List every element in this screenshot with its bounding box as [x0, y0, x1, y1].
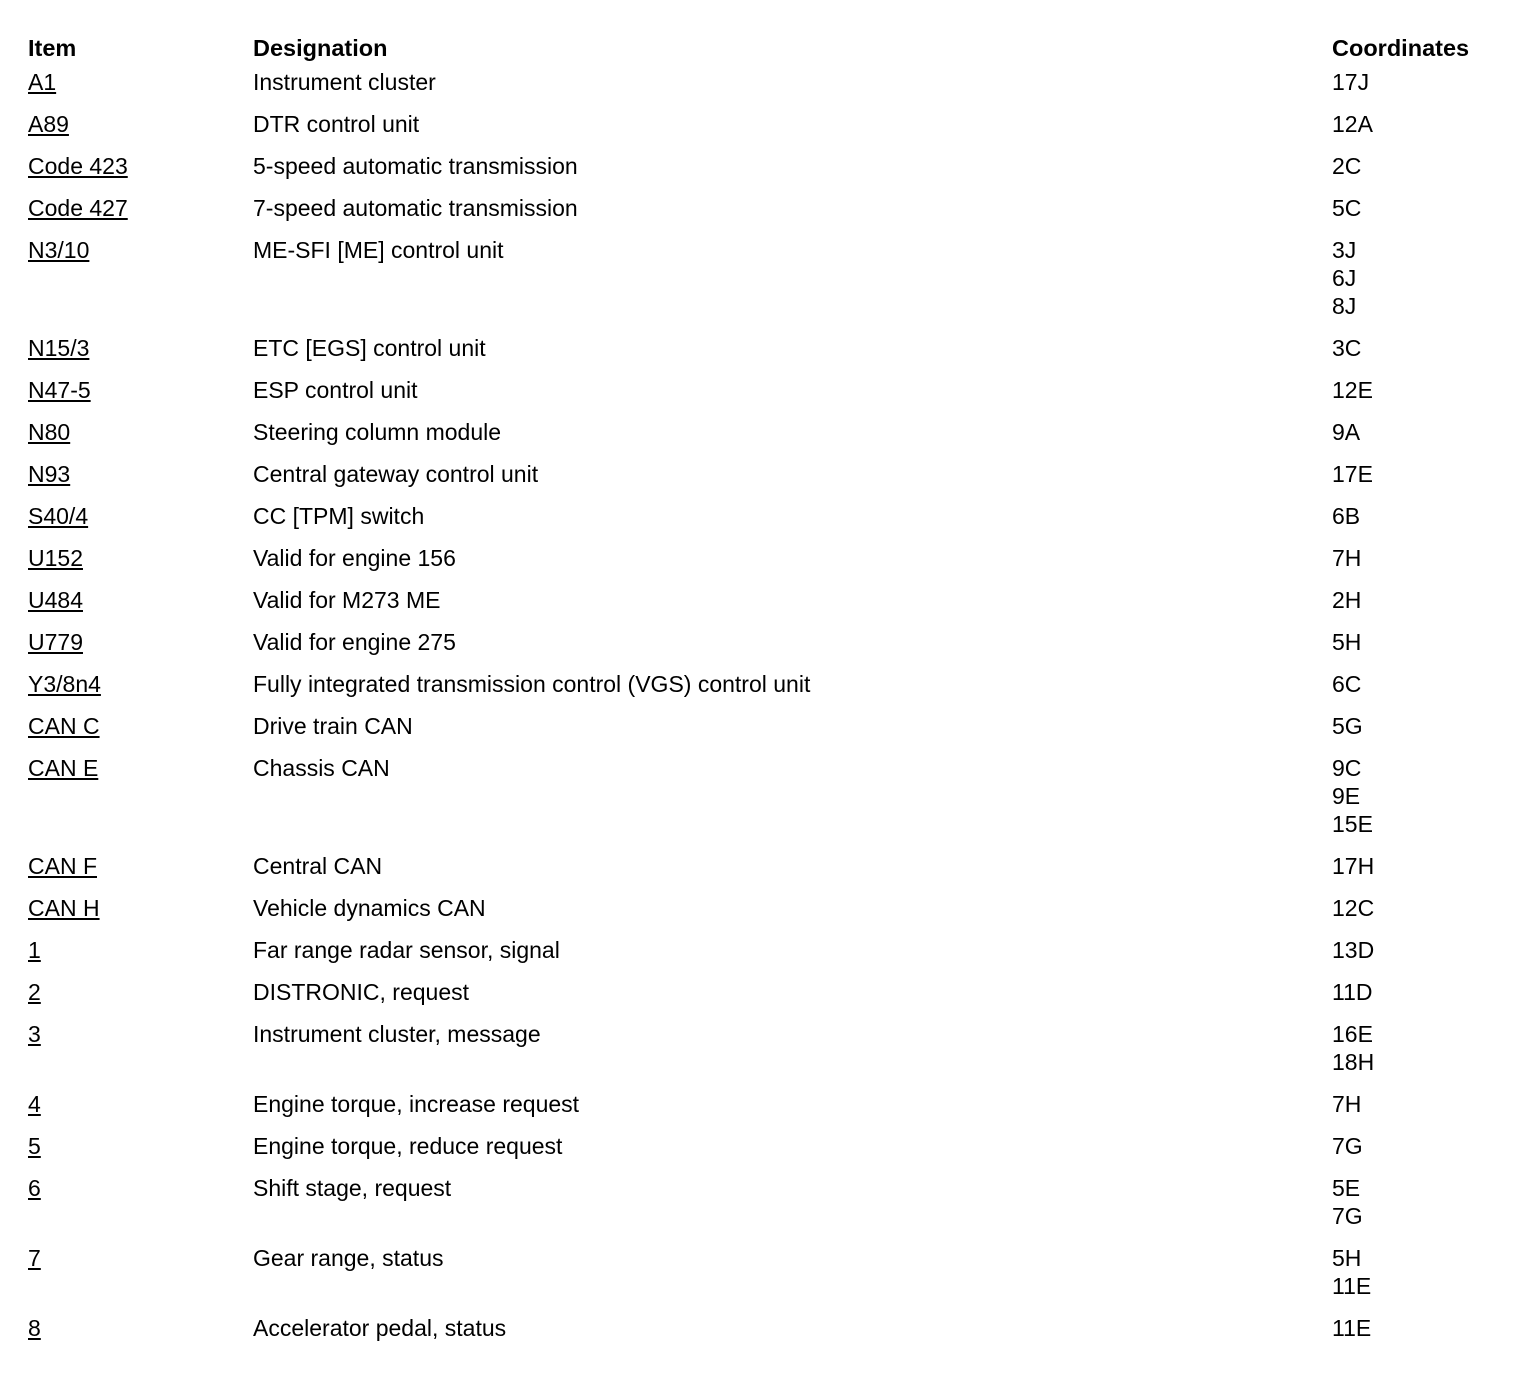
- coordinate-value: 11E: [1332, 1273, 1372, 1299]
- table-row: [28, 936, 1508, 978]
- designation-cell: ESP control unit: [253, 377, 418, 403]
- item-link[interactable]: U484: [28, 587, 83, 613]
- item-cell: [28, 936, 253, 978]
- item-cell: [28, 586, 253, 628]
- coordinate-value: 16E: [1332, 1021, 1373, 1047]
- coordinate-value: 9A: [1332, 419, 1361, 445]
- table-row: [28, 1314, 1508, 1356]
- item-link[interactable]: 2: [28, 979, 41, 1005]
- item-link[interactable]: Y3/8n4: [28, 671, 101, 697]
- item-link[interactable]: CAN H: [28, 895, 100, 921]
- item-cell: [28, 460, 253, 502]
- header-coordinates: Coordinates: [1332, 35, 1470, 61]
- item-cell: [28, 418, 253, 460]
- item-cell: [28, 334, 253, 376]
- item-cell: [28, 1020, 253, 1090]
- designation-cell: DTR control unit: [253, 111, 420, 137]
- item-cell: [28, 152, 253, 194]
- table-row: [28, 670, 1508, 712]
- header-designation: Designation: [253, 35, 388, 61]
- coordinate-value: 17E: [1332, 461, 1373, 487]
- coordinates-cell: [1332, 376, 1508, 418]
- designation-cell: Gear range, status: [253, 1245, 444, 1271]
- item-cell: [28, 894, 253, 936]
- item-link[interactable]: N47-5: [28, 377, 91, 403]
- coordinate-value: 5E: [1332, 1175, 1361, 1201]
- item-link[interactable]: U152: [28, 545, 83, 571]
- coordinate-value: 11E: [1332, 1315, 1372, 1341]
- coordinate-value: 17H: [1332, 853, 1375, 879]
- item-cell: [28, 754, 253, 852]
- designation-cell: Chassis CAN: [253, 755, 390, 781]
- table-row: [28, 194, 1508, 236]
- coordinates-cell: [1332, 670, 1508, 712]
- designation-cell: Fully integrated transmission control (VGS) control unit: [253, 671, 811, 697]
- item-cell: [28, 1174, 253, 1244]
- coordinates-cell: [1332, 236, 1508, 334]
- coordinate-value: 8J: [1332, 293, 1357, 319]
- designation-cell: Vehicle dynamics CAN: [253, 895, 486, 921]
- header-item: Item: [28, 35, 77, 61]
- coordinate-value: 7G: [1332, 1133, 1363, 1159]
- coordinates-cell: [1332, 936, 1508, 978]
- item-link[interactable]: 8: [28, 1315, 41, 1341]
- item-cell: [28, 628, 253, 670]
- table-row: [28, 1174, 1508, 1244]
- legend-rows: [28, 68, 1508, 1356]
- coordinate-value: 18H: [1332, 1049, 1375, 1075]
- designation-cell: Engine torque, reduce request: [253, 1133, 563, 1159]
- table-row: [28, 544, 1508, 586]
- table-row: [28, 852, 1508, 894]
- coordinates-cell: [1332, 712, 1508, 754]
- coordinates-cell: [1332, 1090, 1508, 1132]
- coordinate-value: 2H: [1332, 587, 1362, 613]
- designation-cell: Instrument cluster, message: [253, 1021, 541, 1047]
- coordinate-value: 11D: [1332, 979, 1373, 1005]
- item-link[interactable]: 6: [28, 1175, 41, 1201]
- table-row: [28, 334, 1508, 376]
- coordinate-value: 6J: [1332, 265, 1357, 291]
- coordinates-cell: [1332, 460, 1508, 502]
- item-cell: [28, 1244, 253, 1314]
- coordinate-value: 6C: [1332, 671, 1362, 697]
- item-link[interactable]: 3: [28, 1021, 41, 1047]
- item-cell: [28, 712, 253, 754]
- table-row: [28, 754, 1508, 852]
- item-link[interactable]: 7: [28, 1245, 41, 1271]
- coordinates-cell: [1332, 586, 1508, 628]
- item-link[interactable]: CAN F: [28, 853, 97, 879]
- legend-table: [28, 28, 1508, 1356]
- coordinate-value: 13D: [1332, 937, 1375, 963]
- item-link[interactable]: 4: [28, 1091, 41, 1117]
- designation-cell: Steering column module: [253, 419, 502, 445]
- item-link[interactable]: U779: [28, 629, 83, 655]
- designation-cell: Valid for engine 156: [253, 545, 456, 571]
- coordinate-value: 5C: [1332, 195, 1362, 221]
- item-link[interactable]: Code 427: [28, 195, 128, 221]
- item-cell: [28, 852, 253, 894]
- item-link[interactable]: N93: [28, 461, 71, 487]
- item-cell: [28, 236, 253, 334]
- coordinate-value: 12E: [1332, 377, 1373, 403]
- designation-cell: Central gateway control unit: [253, 461, 539, 487]
- table-row: [28, 1020, 1508, 1090]
- designation-cell: 5-speed automatic transmission: [253, 153, 578, 179]
- coordinate-value: 5G: [1332, 713, 1363, 739]
- coordinates-cell: [1332, 1020, 1508, 1090]
- coordinate-value: 7H: [1332, 545, 1362, 571]
- table-row: [28, 418, 1508, 460]
- coordinate-value: 2C: [1332, 153, 1362, 179]
- item-cell: [28, 544, 253, 586]
- coordinate-value: 12A: [1332, 111, 1373, 137]
- item-link[interactable]: 1: [28, 937, 41, 963]
- item-cell: [28, 1314, 253, 1356]
- table-row: [28, 712, 1508, 754]
- coordinate-value: 17J: [1332, 69, 1370, 95]
- coordinates-cell: [1332, 978, 1508, 1020]
- item-cell: [28, 376, 253, 418]
- designation-cell: Shift stage, request: [253, 1175, 452, 1201]
- coordinates-cell: [1332, 852, 1508, 894]
- coordinates-cell: [1332, 152, 1508, 194]
- table-row: [28, 894, 1508, 936]
- coordinate-value: 3J: [1332, 237, 1357, 263]
- item-cell: [28, 194, 253, 236]
- item-cell: [28, 502, 253, 544]
- item-link[interactable]: CAN E: [28, 755, 99, 781]
- coordinate-value: 7H: [1332, 1091, 1362, 1117]
- designation-cell: Central CAN: [253, 853, 383, 879]
- designation-cell: CC [TPM] switch: [253, 503, 425, 529]
- designation-cell: Drive train CAN: [253, 713, 413, 739]
- coordinate-value: 6B: [1332, 503, 1361, 529]
- coordinates-cell: [1332, 628, 1508, 670]
- coordinates-cell: [1332, 754, 1508, 852]
- table-row: [28, 152, 1508, 194]
- item-cell: [28, 68, 253, 110]
- table-row: [28, 978, 1508, 1020]
- item-cell: [28, 110, 253, 152]
- coordinate-value: 9E: [1332, 783, 1361, 809]
- coordinate-value: 7G: [1332, 1203, 1363, 1229]
- table-row: [28, 460, 1508, 502]
- item-link[interactable]: 5: [28, 1133, 41, 1159]
- coordinates-cell: [1332, 502, 1508, 544]
- item-link[interactable]: A89: [28, 111, 69, 137]
- designation-cell: Accelerator pedal, status: [253, 1315, 507, 1341]
- coordinates-cell: [1332, 544, 1508, 586]
- coordinates-cell: [1332, 1244, 1508, 1314]
- item-cell: [28, 670, 253, 712]
- table-row: [28, 376, 1508, 418]
- legend-page: [28, 28, 1508, 1356]
- table-row: [28, 110, 1508, 152]
- header-row: [28, 28, 1508, 68]
- designation-cell: DISTRONIC, request: [253, 979, 469, 1005]
- coordinates-cell: [1332, 418, 1508, 460]
- designation-cell: Far range radar sensor, signal: [253, 937, 560, 963]
- coordinate-value: 5H: [1332, 1245, 1362, 1271]
- item-cell: [28, 1132, 253, 1174]
- item-link[interactable]: CAN C: [28, 713, 100, 739]
- table-row: [28, 1090, 1508, 1132]
- coordinates-cell: [1332, 194, 1508, 236]
- table-row: [28, 68, 1508, 110]
- designation-cell: Instrument cluster: [253, 69, 436, 95]
- table-row: [28, 628, 1508, 670]
- table-row: [28, 236, 1508, 334]
- coordinates-cell: [1332, 1314, 1508, 1356]
- designation-cell: ETC [EGS] control unit: [253, 335, 486, 361]
- coordinates-cell: [1332, 894, 1508, 936]
- coordinates-cell: [1332, 334, 1508, 376]
- coordinate-value: 12C: [1332, 895, 1375, 921]
- item-cell: [28, 978, 253, 1020]
- item-link[interactable]: N3/10: [28, 237, 90, 263]
- designation-cell: 7-speed automatic transmission: [253, 195, 578, 221]
- designation-cell: Engine torque, increase request: [253, 1091, 580, 1117]
- item-link[interactable]: N80: [28, 419, 71, 445]
- coordinate-value: 5H: [1332, 629, 1362, 655]
- coordinates-cell: [1332, 110, 1508, 152]
- designation-cell: Valid for engine 275: [253, 629, 456, 655]
- coordinate-value: 15E: [1332, 811, 1373, 837]
- table-row: [28, 1244, 1508, 1314]
- item-link[interactable]: Code 423: [28, 153, 128, 179]
- table-row: [28, 586, 1508, 628]
- coordinates-cell: [1332, 1132, 1508, 1174]
- item-link[interactable]: S40/4: [28, 503, 89, 529]
- designation-cell: Valid for M273 ME: [253, 587, 441, 613]
- designation-cell: ME-SFI [ME] control unit: [253, 237, 504, 263]
- table-row: [28, 1132, 1508, 1174]
- item-cell: [28, 1090, 253, 1132]
- table-row: [28, 502, 1508, 544]
- coordinate-value: 3C: [1332, 335, 1362, 361]
- coordinates-cell: [1332, 1174, 1508, 1244]
- coordinate-value: 9C: [1332, 755, 1362, 781]
- item-link[interactable]: A1: [28, 69, 57, 95]
- coordinates-cell: [1332, 68, 1508, 110]
- item-link[interactable]: N15/3: [28, 335, 90, 361]
